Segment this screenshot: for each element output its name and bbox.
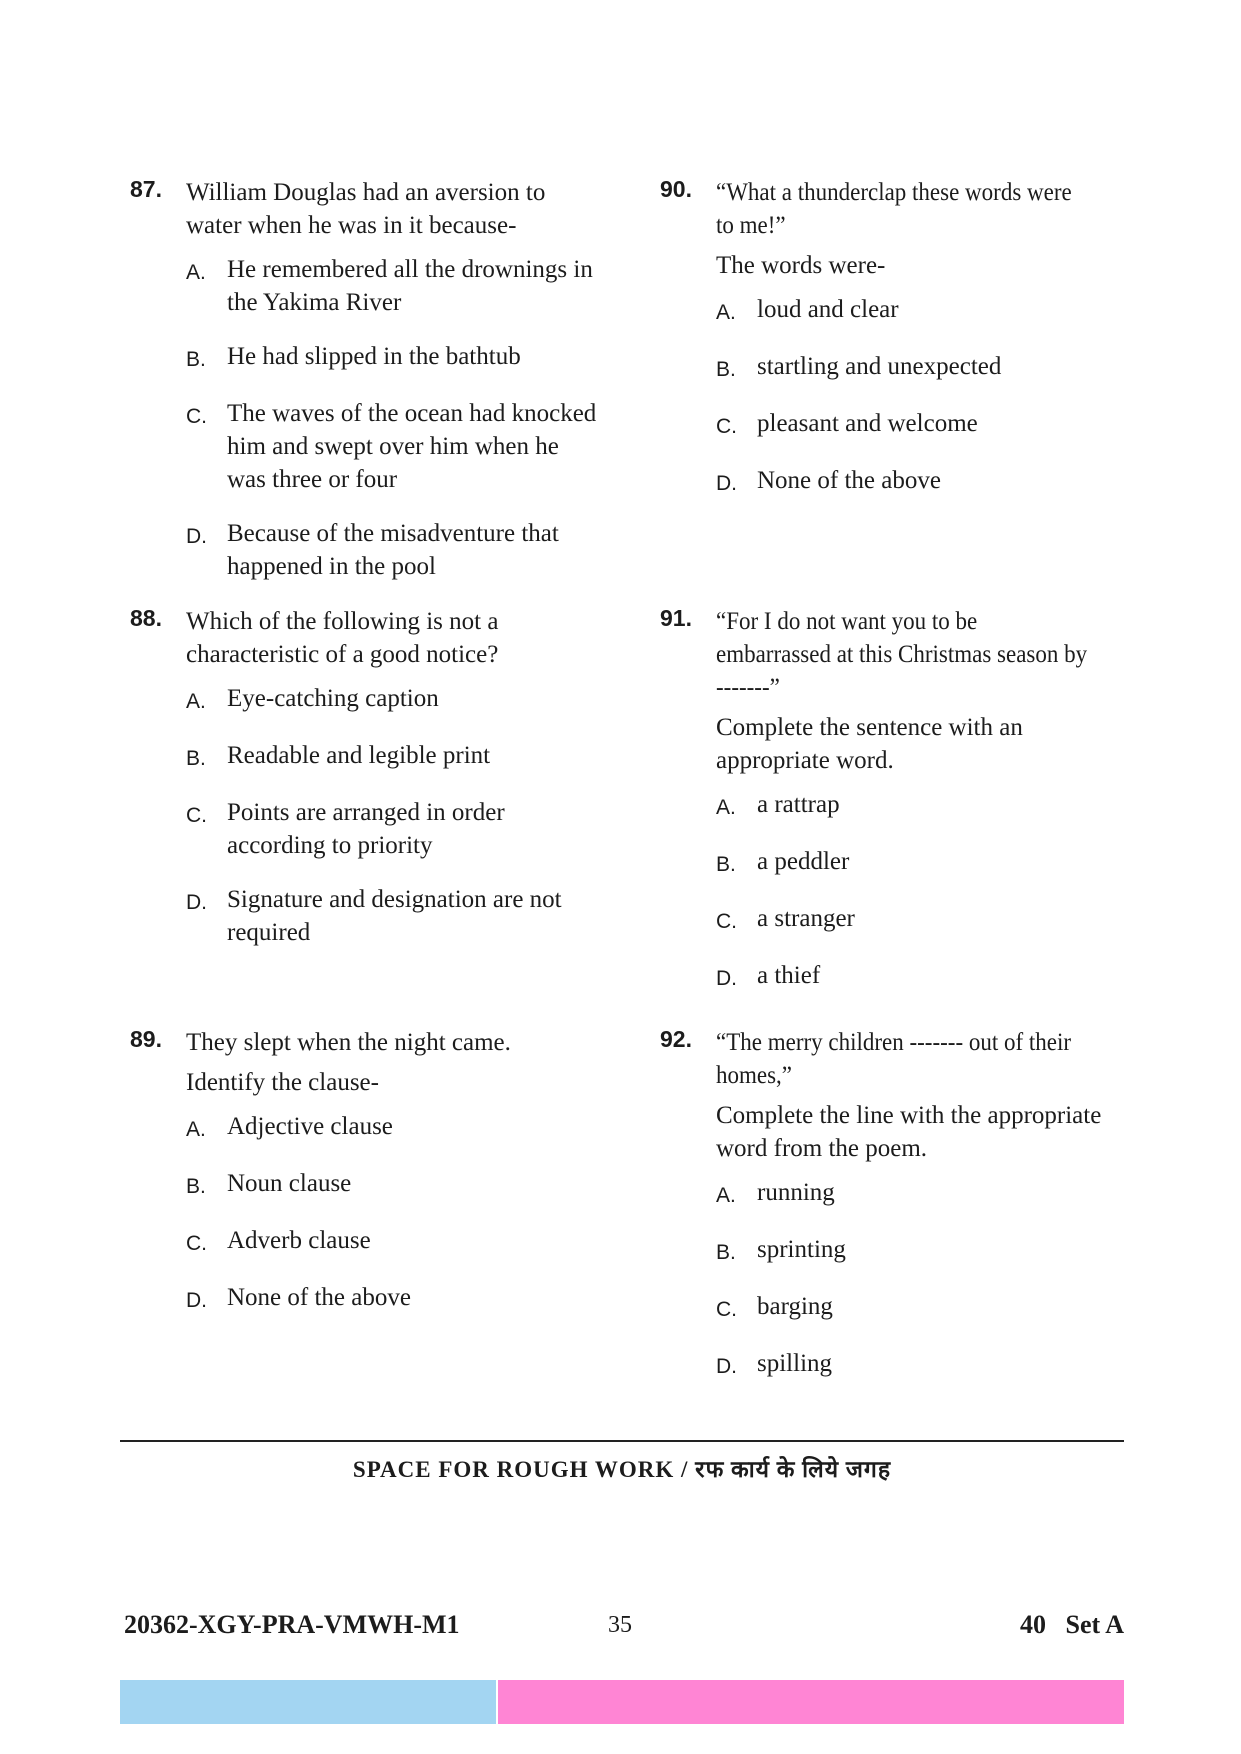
question-text: William Douglas had an aversion to water when he was in it because- — [186, 179, 546, 239]
option-text: pleasant and welcome — [757, 410, 978, 437]
option-text: The waves of the ocean had knocked him and swept over him when he was three or four — [227, 400, 597, 493]
color-bar-left — [120, 1680, 496, 1724]
option-d[interactable] — [186, 1281, 600, 1317]
option-a[interactable] — [716, 1176, 1130, 1212]
option-letter: D. — [186, 1289, 207, 1312]
option-d[interactable] — [186, 883, 600, 949]
option-text: a thief — [757, 962, 821, 989]
option-b[interactable] — [186, 739, 600, 775]
option-b[interactable] — [186, 1167, 600, 1203]
option-letter: D. — [716, 1355, 737, 1378]
option-letter: D. — [186, 525, 207, 548]
option-letter: A. — [186, 690, 206, 713]
options-list — [716, 788, 1130, 995]
option-letter: B. — [716, 358, 736, 381]
option-letter: B. — [186, 1175, 206, 1198]
option-letter: A. — [186, 261, 206, 284]
question-92 — [660, 1026, 1130, 1404]
question-text: “For I do not want you to be embarrassed at this Christmas season by -------” — [716, 608, 1088, 701]
option-letter: C. — [716, 910, 737, 933]
question-88 — [130, 605, 600, 970]
option-text: He remembered all the drownings in the Yakima River — [227, 256, 593, 316]
question-number: 88. — [130, 605, 162, 631]
option-letter: C. — [716, 415, 737, 438]
option-text: Because of the misadventure that happened in the pool — [227, 520, 559, 580]
option-text: running — [757, 1179, 835, 1206]
option-letter: B. — [716, 1241, 736, 1264]
option-letter: B. — [186, 747, 206, 770]
option-text: Readable and legible print — [227, 742, 491, 769]
option-text: None of the above — [227, 1284, 411, 1311]
option-b[interactable] — [186, 340, 600, 376]
option-d[interactable] — [716, 1347, 1130, 1383]
option-text: He had slipped in the bathtub — [227, 343, 521, 370]
option-c[interactable] — [186, 796, 600, 862]
option-a[interactable] — [716, 788, 1130, 824]
option-b[interactable] — [716, 350, 1130, 386]
question-text: “The merry children ------- out of their homes,” — [716, 1029, 1072, 1089]
option-text: startling and unexpected — [757, 353, 1002, 380]
options-list — [716, 1176, 1130, 1383]
option-text: Adverb clause — [227, 1227, 371, 1254]
options-list — [716, 293, 1130, 500]
option-text: Points are arranged in order according to priority — [227, 799, 505, 859]
option-text: Noun clause — [227, 1170, 352, 1197]
question-90 — [660, 176, 1130, 521]
option-letter: D. — [186, 891, 207, 914]
question-number: 87. — [130, 176, 162, 202]
option-c[interactable] — [716, 902, 1130, 938]
question-number: 89. — [130, 1026, 162, 1052]
option-letter: A. — [186, 1118, 206, 1141]
question-number: 90. — [660, 176, 692, 202]
options-list — [186, 682, 600, 949]
question-91 — [660, 605, 1130, 1016]
option-letter: C. — [186, 804, 207, 827]
question-89 — [130, 1026, 600, 1338]
option-d[interactable] — [716, 464, 1130, 500]
rough-work-label: SPACE FOR ROUGH WORK / रफ कार्य के लिये जगह — [352, 1457, 892, 1482]
page-number: 35 — [608, 1612, 632, 1638]
question-instruction: Complete the sentence with an appropriate word. — [716, 714, 1023, 774]
option-d[interactable] — [716, 959, 1130, 995]
option-text: Eye-catching caption — [227, 685, 439, 712]
option-text: spilling — [757, 1350, 833, 1377]
option-letter: D. — [716, 472, 737, 495]
option-a[interactable] — [186, 682, 600, 718]
option-letter: B. — [716, 853, 736, 876]
set-label: 40 Set A — [1020, 1610, 1124, 1639]
option-d[interactable] — [186, 517, 600, 583]
option-b[interactable] — [716, 845, 1130, 881]
option-a[interactable] — [186, 1110, 600, 1146]
option-letter: C. — [186, 405, 207, 428]
option-letter: C. — [716, 1298, 737, 1321]
question-number: 92. — [660, 1026, 692, 1052]
options-list — [186, 1110, 600, 1317]
option-c[interactable] — [716, 407, 1130, 443]
question-87 — [130, 176, 600, 604]
option-letter: D. — [716, 967, 737, 990]
option-text: sprinting — [757, 1236, 846, 1263]
option-c[interactable] — [186, 1224, 600, 1260]
question-instruction: Identify the clause- — [186, 1069, 379, 1096]
color-bar-right — [498, 1680, 1124, 1724]
question-instruction: Complete the line with the appropriate word from the poem. — [716, 1102, 1102, 1162]
question-text: They slept when the night came. — [186, 1029, 511, 1056]
question-text: Which of the following is not a characteristic of a good notice? — [186, 608, 499, 668]
divider-rule — [120, 1440, 1124, 1442]
question-text: “What a thunderclap these words were to me!” — [716, 179, 1072, 239]
option-text: None of the above — [757, 467, 941, 494]
option-text: a stranger — [757, 905, 855, 932]
option-text: a peddler — [757, 848, 850, 875]
option-letter: C. — [186, 1232, 207, 1255]
option-c[interactable] — [716, 1290, 1130, 1326]
paper-code: 20362-XGY-PRA-VMWH-M1 — [124, 1610, 460, 1639]
option-letter: A. — [716, 796, 736, 819]
option-text: Adjective clause — [227, 1113, 393, 1140]
option-text: a rattrap — [757, 791, 840, 818]
option-text: loud and clear — [757, 296, 899, 323]
option-a[interactable] — [186, 253, 600, 319]
option-letter: A. — [716, 301, 736, 324]
option-text: barging — [757, 1293, 833, 1320]
option-letter: A. — [716, 1184, 736, 1207]
options-list — [186, 253, 600, 583]
option-a[interactable] — [716, 293, 1130, 329]
question-number: 91. — [660, 605, 692, 631]
option-b[interactable] — [716, 1233, 1130, 1269]
question-instruction: The words were- — [716, 252, 886, 279]
option-c[interactable] — [186, 397, 600, 496]
option-text: Signature and designation are not required — [227, 886, 562, 946]
option-letter: B. — [186, 348, 206, 371]
